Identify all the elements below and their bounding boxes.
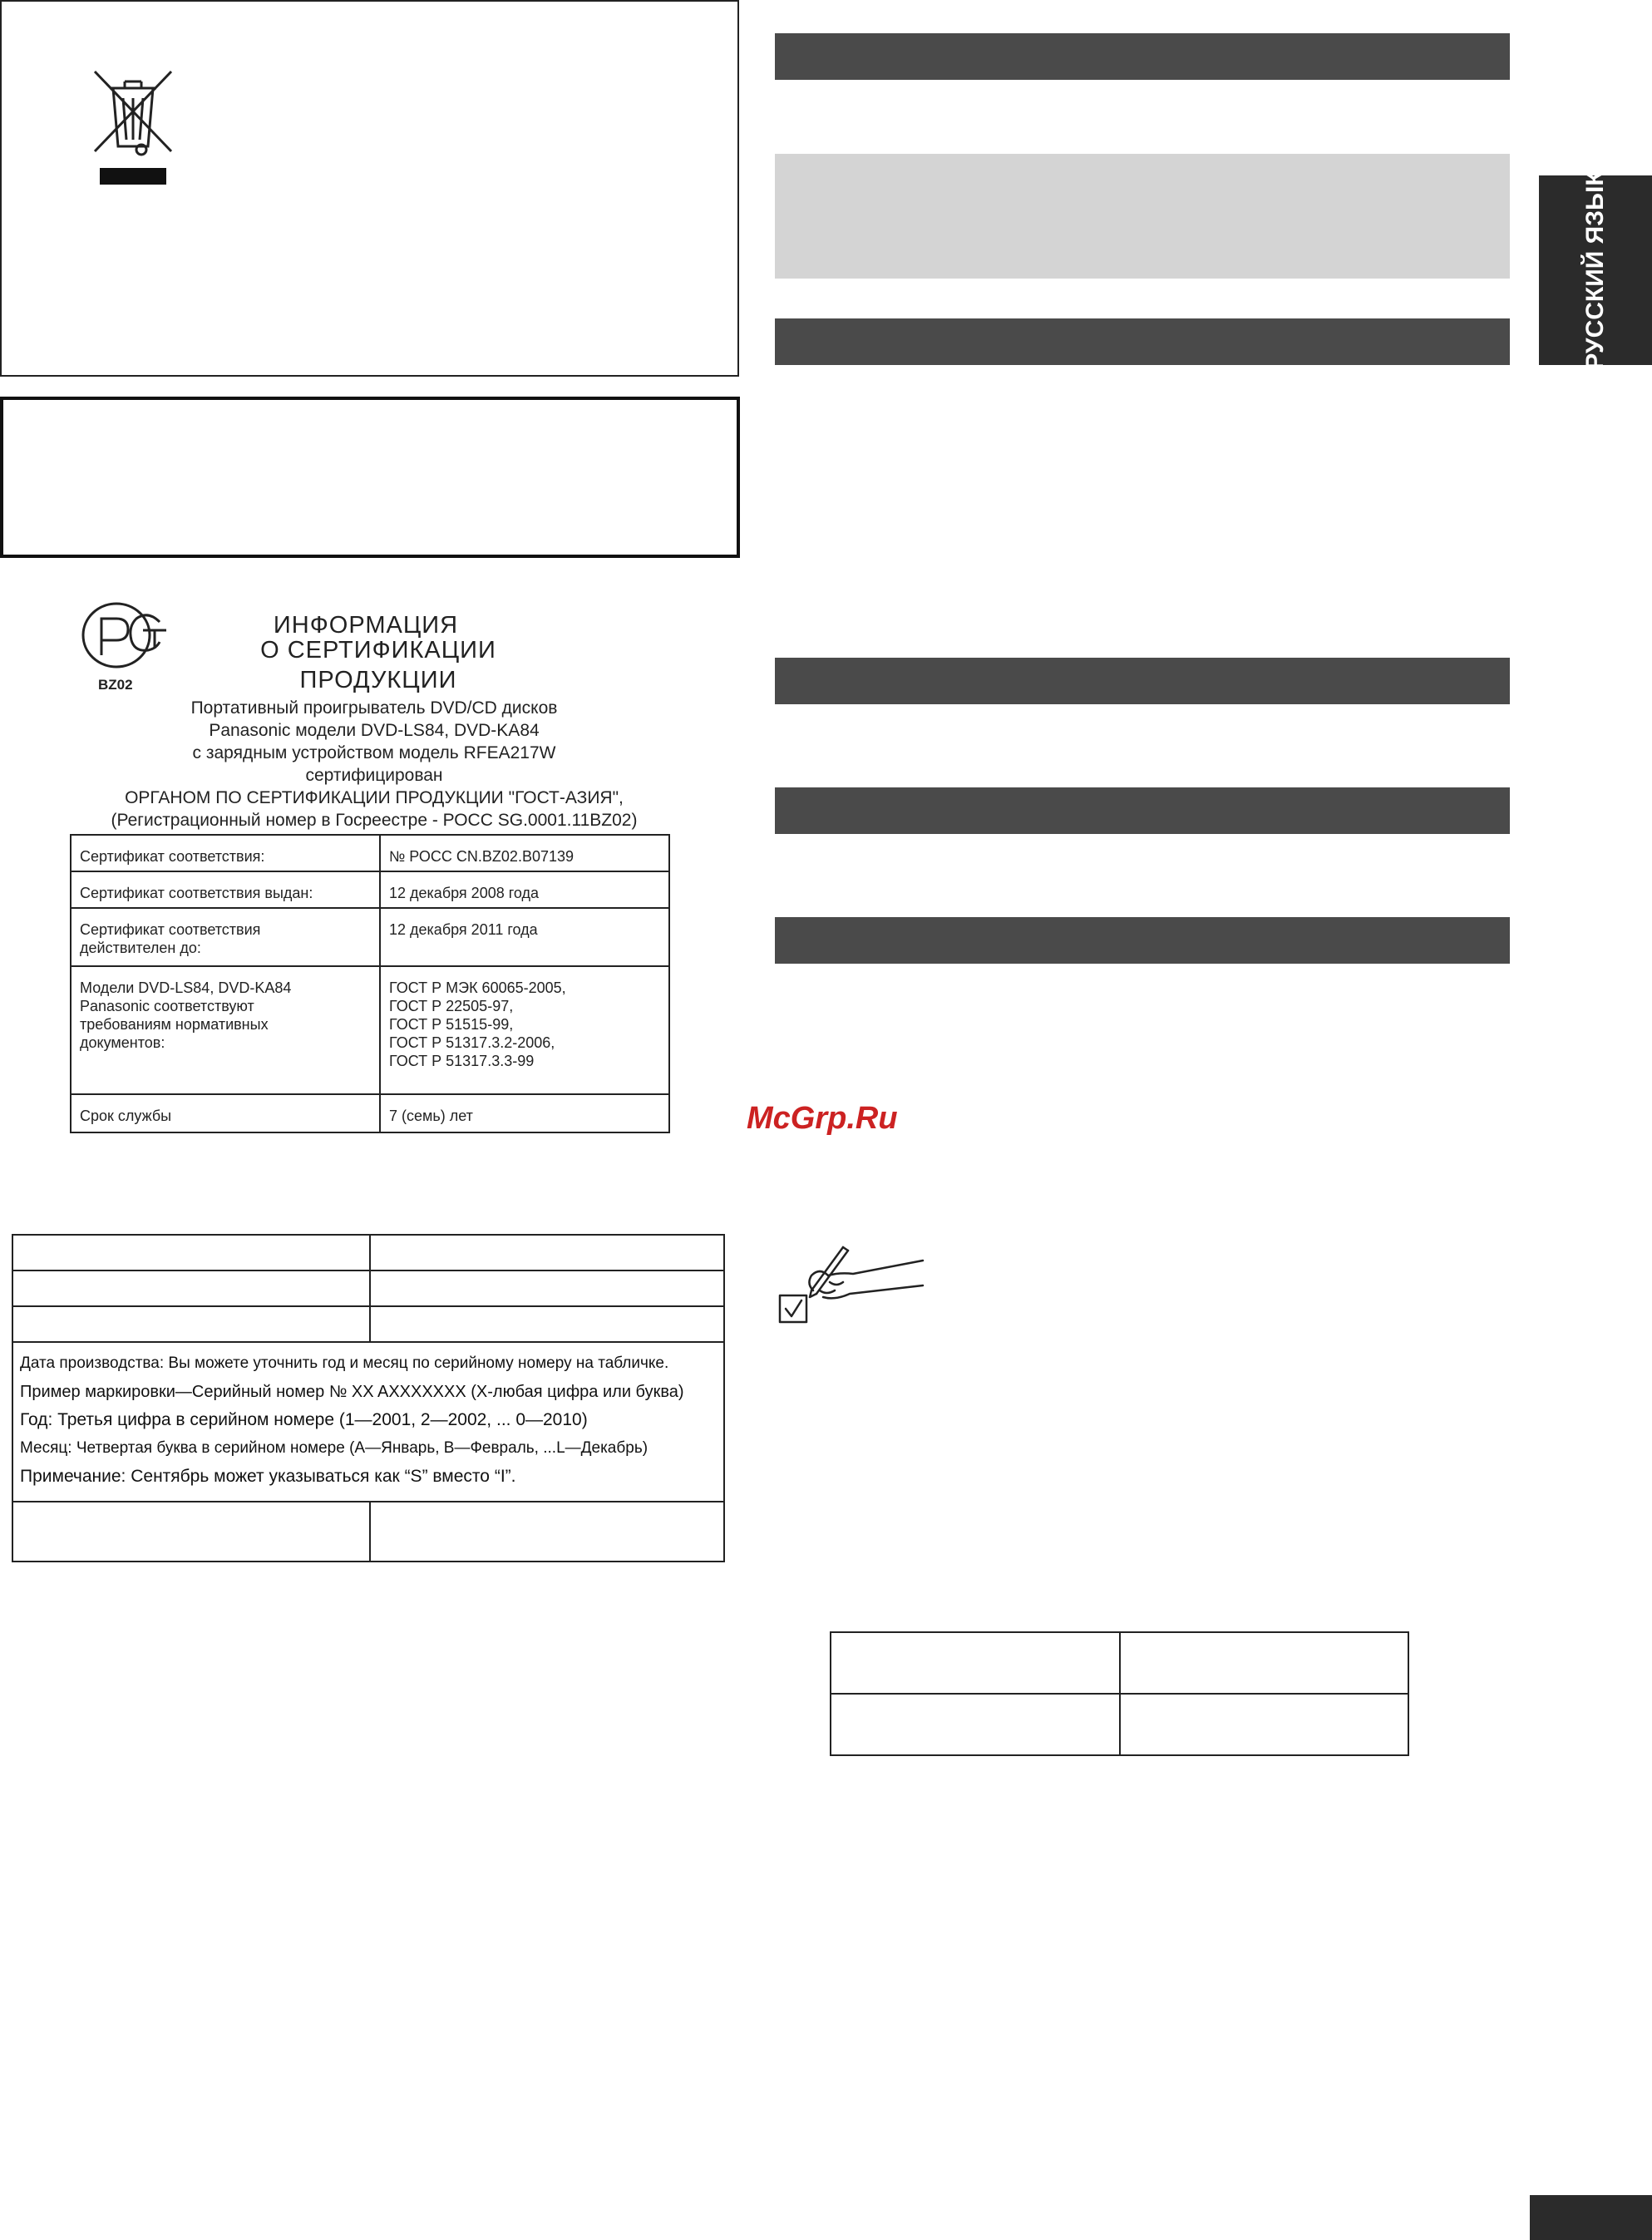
table-row [71, 835, 669, 871]
notice-box [0, 397, 740, 558]
table-cell [12, 1270, 370, 1306]
table-cell-label: Модели DVD-LS84, DVD-KA84 Panasonic соответствуют требованиям нормативных документов: [71, 966, 380, 1094]
table-row [71, 1094, 669, 1132]
section-header-bar [775, 318, 1510, 365]
table-row [831, 1694, 1408, 1755]
production-date-line: Дата производства: Вы можете уточнить год и месяц по серийному номеру на табличке. [20, 1354, 669, 1372]
table-row [12, 1270, 724, 1306]
table-row [12, 1342, 724, 1502]
table-cell [12, 1306, 370, 1342]
table-cell-value: ГОСТ Р МЭК 60065-2005, ГОСТ Р 22505-97, ГОСТ Р 51515-99, ГОСТ Р 51317.3.2-2006, ГОСТ Р 51317.3.3-99 [380, 966, 669, 1094]
table-cell [370, 1270, 724, 1306]
certification-body-line: (Регистрационный номер в Госреестре - РОСС SG.0001.11BZ02) [111, 811, 638, 830]
right-empty-table [830, 1631, 1409, 1756]
table-row [71, 908, 669, 966]
table-cell [831, 1694, 1120, 1755]
month-decoding-line: Месяц: Четвертая буква в серийном номере (A—Январь, B—Февраль, ...L—Декабрь) [20, 1439, 648, 1457]
table-cell-value: 7 (семь) лет [380, 1094, 669, 1132]
table-cell-label: Сертификат соответствия действителен до: [71, 908, 380, 966]
table-cell [370, 1502, 724, 1562]
certification-body-line: с зарядным устройством модель RFEA217W [192, 743, 556, 762]
table-cell [12, 1235, 370, 1270]
certification-title-line1: ИНФОРМАЦИЯ [273, 612, 459, 639]
certification-body-line: сертифицирован [305, 766, 443, 785]
table-cell-label: Срок службы [71, 1094, 380, 1132]
table-cell-label: Сертификат соответствия: [71, 835, 380, 871]
table-cell [1120, 1694, 1408, 1755]
table-cell [831, 1632, 1120, 1694]
rst-certification-mark-icon [80, 599, 171, 673]
production-date-info [12, 1342, 724, 1502]
language-side-tab-label: РУССКИЙ ЯЗЫК [1581, 170, 1609, 370]
section-header-bar [775, 33, 1510, 80]
hand-writing-checkbox-icon [777, 1242, 926, 1330]
table-row [71, 966, 669, 1094]
certification-body [67, 697, 682, 831]
highlight-panel [775, 154, 1510, 279]
watermark-text: McGrp.Ru [747, 1101, 898, 1136]
certification-body-line: ОРГАНОМ ПО СЕРТИФИКАЦИИ ПРОДУКЦИИ "ГОСТ-АЗИЯ", [125, 788, 624, 807]
table-row [12, 1235, 724, 1270]
certification-body-line: Портативный проигрыватель DVD/CD дисков [190, 698, 558, 718]
crossed-bin-icon [90, 65, 176, 188]
table-cell-value: № РОСС CN.BZ02.B07139 [380, 835, 669, 871]
table-cell-label: Сертификат соответствия выдан: [71, 871, 380, 908]
table-cell [370, 1306, 724, 1342]
certification-table [70, 834, 670, 1133]
section-header-bar [775, 917, 1510, 964]
table-row [71, 871, 669, 908]
table-cell [12, 1502, 370, 1562]
serial-example-line: Пример маркировки—Серийный номер № XX AXXXXXXX (X-любая цифра или буква) [20, 1383, 684, 1401]
disposal-notice-box [0, 0, 739, 377]
table-cell-value: 12 декабря 2008 года [380, 871, 669, 908]
language-side-tab [1539, 170, 1652, 370]
year-decoding-line: Год: Третья цифра в серийном номере (1—2001, 2—2002, ... 0—2010) [20, 1410, 588, 1429]
section-header-bar [775, 787, 1510, 834]
section-header-bar [775, 658, 1510, 704]
table-cell [1120, 1632, 1408, 1694]
certification-mark-code: BZ02 [98, 677, 133, 693]
page-number-block [1530, 2195, 1652, 2240]
table-cell-value: 12 декабря 2011 года [380, 908, 669, 966]
september-note-line: Примечание: Сентябрь может указываться как “S” вместо “I”. [20, 1467, 516, 1486]
certification-title-line2: О СЕРТИФИКАЦИИ ПРОДУКЦИИ [260, 637, 496, 693]
table-row [831, 1632, 1408, 1694]
certification-body-line: Panasonic модели DVD-LS84, DVD-KA84 [209, 721, 540, 740]
product-info-table [12, 1234, 725, 1562]
table-cell [370, 1235, 724, 1270]
table-row [12, 1306, 724, 1342]
table-row [12, 1502, 724, 1562]
